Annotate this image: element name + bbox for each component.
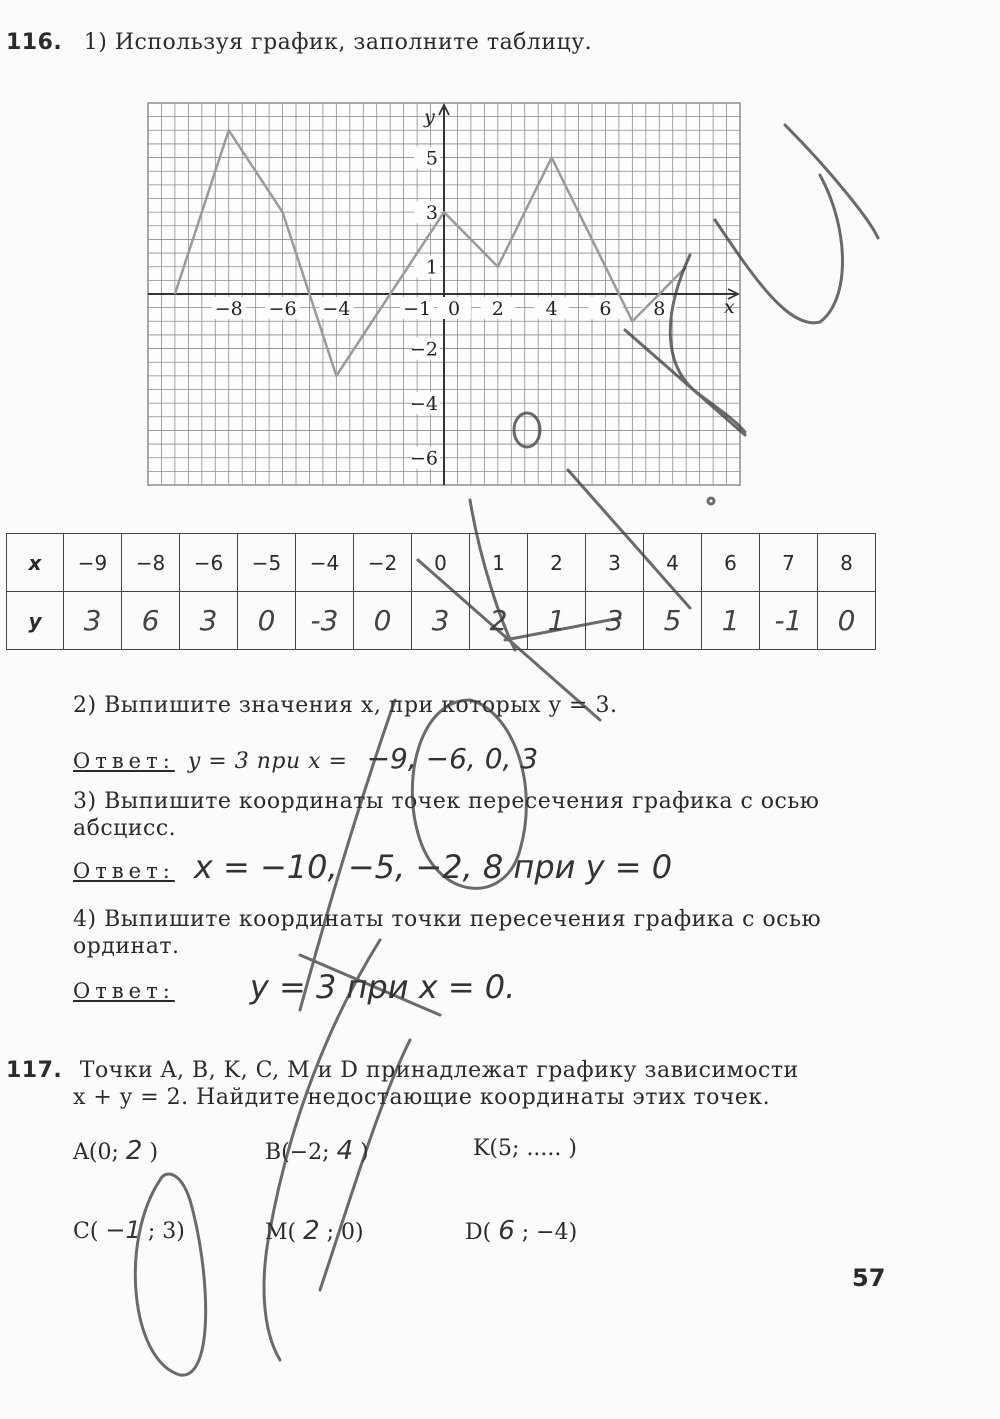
table-cell-x: −4 bbox=[296, 534, 354, 592]
y-tick-label: −4 bbox=[409, 393, 438, 416]
scribble-stroke bbox=[708, 498, 714, 504]
point-c-prefix: C( bbox=[73, 1219, 99, 1244]
scribble-stroke bbox=[715, 175, 843, 323]
point-k-prefix: K(5; bbox=[473, 1136, 520, 1161]
table-cell-y: 1 bbox=[528, 592, 586, 650]
scribble-stroke bbox=[670, 255, 745, 432]
scribble-stroke bbox=[505, 618, 620, 640]
x-axis-label: x bbox=[724, 296, 735, 318]
table-cell-x: 7 bbox=[760, 534, 818, 592]
point-m-prefix: M( bbox=[265, 1220, 297, 1245]
answer-label: Ответ: bbox=[73, 859, 175, 883]
table-cell-x: 0 bbox=[412, 534, 470, 592]
table-cell-x: −2 bbox=[354, 534, 412, 592]
table-cell-y: 3 bbox=[586, 592, 644, 650]
table-cell-y: 1 bbox=[702, 592, 760, 650]
scribble-stroke bbox=[514, 413, 540, 447]
table-cell-y: 3 bbox=[180, 592, 238, 650]
point-c-suffix: ; 3) bbox=[147, 1219, 185, 1244]
point-c-value: −1 bbox=[105, 1216, 141, 1244]
point-d-suffix: ; −4) bbox=[521, 1220, 578, 1245]
answer-3-handwritten: x = −10, −5, −2, 8 при y = 0 bbox=[193, 848, 673, 886]
y-header: y bbox=[7, 592, 64, 650]
point-a-prefix: A(0; bbox=[73, 1140, 119, 1165]
point-m-suffix: ; 0) bbox=[326, 1220, 364, 1245]
page-number: 57 bbox=[852, 1264, 886, 1292]
answer-4-handwritten: y = 3 при x = 0. bbox=[249, 968, 516, 1006]
scribble-stroke bbox=[300, 955, 440, 1015]
y-tick-label: −2 bbox=[409, 338, 438, 361]
table-cell-x: 2 bbox=[528, 534, 586, 592]
x-tick-label: 8 bbox=[653, 298, 666, 320]
y-tick-label: 1 bbox=[425, 256, 438, 279]
scribble-stroke bbox=[470, 500, 515, 650]
scribble-stroke bbox=[625, 330, 745, 435]
table-cell-x: −9 bbox=[64, 534, 122, 592]
table-cell-y: 3 bbox=[64, 592, 122, 650]
x-tick-label: 2 bbox=[491, 298, 504, 320]
point-d-value: 6 bbox=[498, 1216, 515, 1246]
x-tick-label: 6 bbox=[599, 298, 612, 320]
task-part-1: 1) Используя график, заполните таблицу. bbox=[83, 30, 593, 55]
task-part-4: 4) Выпишите координаты точки пересечения графика с осью bbox=[73, 907, 822, 932]
point-d-prefix: D( bbox=[465, 1220, 492, 1245]
table-cell-x: 3 bbox=[586, 534, 644, 592]
answer-label: Ответ: bbox=[73, 979, 175, 1003]
table-cell-y: 0 bbox=[238, 592, 296, 650]
y-tick-label: −6 bbox=[409, 447, 438, 470]
task-part-4-cont: ординат. bbox=[73, 934, 180, 959]
answer-label: Ответ: bbox=[73, 749, 175, 773]
table-cell-y: 6 bbox=[122, 592, 180, 650]
point-b-value: 4 bbox=[336, 1136, 354, 1166]
table-cell-x: −6 bbox=[180, 534, 238, 592]
answer-2-handwritten: −9, −6, 0, 3 bbox=[366, 742, 539, 775]
point-a-value: 2 bbox=[125, 1136, 143, 1166]
y-tick-label: 5 bbox=[425, 147, 438, 170]
table-cell-y: 5 bbox=[644, 592, 702, 650]
table-cell-x: −5 bbox=[238, 534, 296, 592]
task-117-text-1: Точки A, B, K, C, M и D принадлежат графику зависимости bbox=[79, 1058, 799, 1083]
scribble-stroke bbox=[412, 700, 526, 888]
table-cell-x: 1 bbox=[470, 534, 528, 592]
point-k-suffix: ) bbox=[568, 1136, 577, 1161]
point-b-suffix: ) bbox=[360, 1140, 369, 1165]
scribble-stroke bbox=[568, 470, 690, 608]
task-number: 116. bbox=[6, 30, 63, 55]
scribble-stroke bbox=[320, 1040, 410, 1290]
x-tick-label: −6 bbox=[268, 298, 297, 320]
x-tick-label: −4 bbox=[322, 298, 351, 320]
table-cell-y: -3 bbox=[296, 592, 354, 650]
x-tick-label: 0 bbox=[447, 298, 461, 320]
point-b-prefix: B(−2; bbox=[265, 1140, 330, 1165]
task-part-3: 3) Выпишите координаты точек пересечения графика с осью bbox=[73, 789, 820, 814]
y-axis-label: y bbox=[424, 106, 435, 128]
x-tick-label: −8 bbox=[214, 298, 243, 320]
scribble-stroke bbox=[135, 1174, 205, 1375]
point-m-value: 2 bbox=[303, 1216, 320, 1246]
task-117-text-2: x + y = 2. Найдите недостающие координаты этих точек. bbox=[73, 1085, 771, 1110]
scribble-stroke bbox=[785, 125, 878, 238]
point-k-blank: ..... bbox=[526, 1136, 562, 1161]
table-cell-y: 0 bbox=[354, 592, 412, 650]
table-cell-y: 0 bbox=[818, 592, 876, 650]
table-cell-y: -1 bbox=[760, 592, 818, 650]
x-tick-label: 4 bbox=[545, 298, 558, 320]
table-cell-x: 8 bbox=[818, 534, 876, 592]
scribble-stroke bbox=[300, 700, 395, 1010]
scribble-stroke bbox=[264, 940, 380, 1360]
x-tick-label: −1 bbox=[403, 298, 432, 320]
task-number: 117. bbox=[6, 1058, 63, 1083]
answer-2-printed: y = 3 при x = bbox=[187, 749, 348, 774]
table-cell-y: 3 bbox=[412, 592, 470, 650]
table-cell-y: 2 bbox=[470, 592, 528, 650]
task-part-3-cont: абсцисс. bbox=[73, 816, 177, 841]
table-cell-x: 4 bbox=[644, 534, 702, 592]
table-cell-x: 6 bbox=[702, 534, 760, 592]
table-cell-x: −8 bbox=[122, 534, 180, 592]
y-tick-label: 3 bbox=[425, 202, 438, 225]
point-a-suffix: ) bbox=[149, 1140, 159, 1165]
x-header: x bbox=[7, 534, 64, 592]
task-part-2: 2) Выпишите значения x, при которых y = 3. bbox=[73, 693, 618, 718]
